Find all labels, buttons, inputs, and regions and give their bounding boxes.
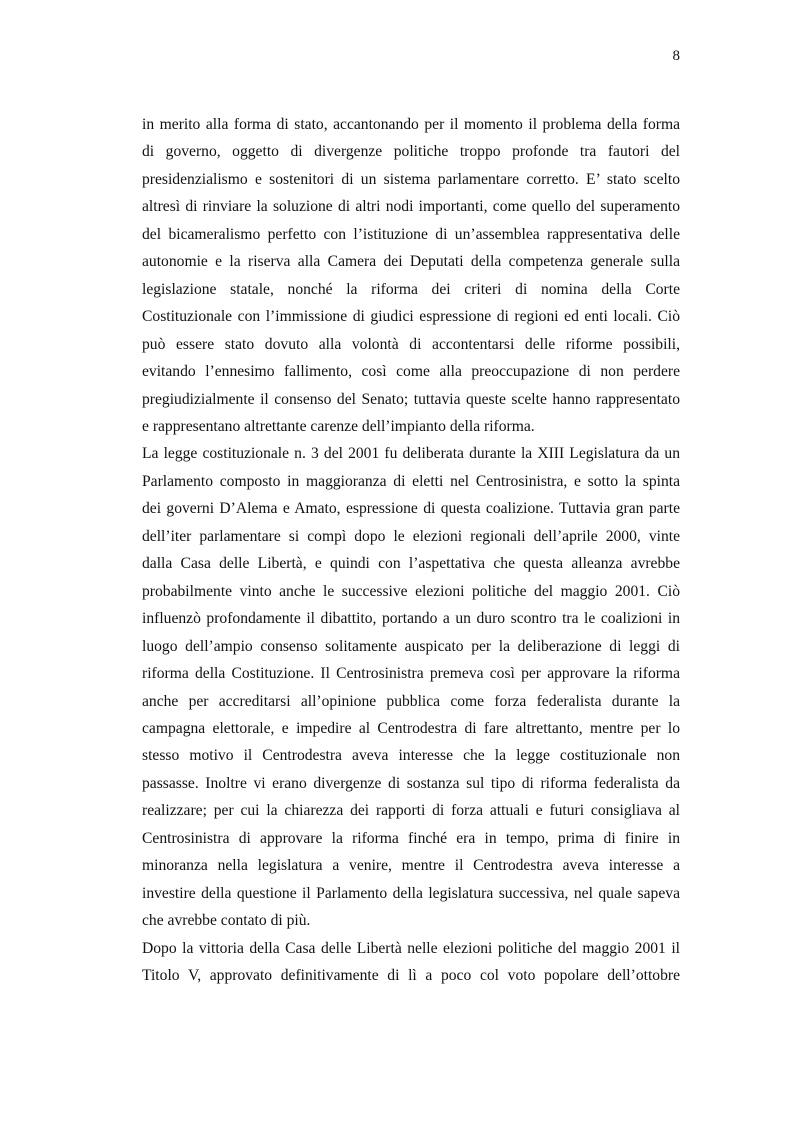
- text-line: Titolo V, approvato definitivamente di lì a poco col voto popolare dell’ottobre: [142, 967, 680, 985]
- text-line: minoranza nella legislatura a venire, mentre il Centrodestra aveva interesse a: [142, 857, 680, 875]
- text-line: La legge costituzionale n. 3 del 2001 fu deliberata durante la XIII Legislatura da un: [142, 445, 680, 463]
- text-line: altresì di rinviare la soluzione di altri nodi importanti, come quello del superamento: [142, 198, 680, 216]
- text-line: luogo dell’ampio consenso solitamente auspicato per la deliberazione di leggi di: [142, 637, 680, 655]
- text-line: anche per accreditarsi all’opinione pubblica come forza federalista durante la: [142, 692, 680, 710]
- text-line: e rappresentano altrettante carenze dell’impianto della riforma.: [142, 417, 535, 435]
- paragraph: [142, 440, 680, 934]
- body-text: [142, 111, 680, 990]
- text-line: può essere stato dovuto alla volontà di accontentarsi delle riforme possibili,: [142, 335, 680, 353]
- text-line: Costituzionale con l’immissione di giudici espressione di regioni ed enti locali. Ciò: [142, 308, 680, 326]
- text-line: stesso motivo il Centrodestra aveva interesse che la legge costituzionale non: [142, 747, 680, 765]
- text-line: Dopo la vittoria della Casa delle Libertà nelle elezioni politiche del maggio 2001 il: [142, 939, 680, 957]
- text-line: passasse. Inoltre vi erano divergenze di sostanza sul tipo di riforma federalista da: [142, 774, 680, 792]
- paragraph: [142, 935, 680, 990]
- text-line: pregiudizialmente il consenso del Senato; tuttavia queste scelte hanno rappresentato: [142, 390, 680, 408]
- text-line: investire della questione il Parlamento della legislatura successiva, nel quale sapeva: [142, 884, 680, 902]
- text-line: realizzare; per cui la chiarezza dei rapporti di forza attuali e futuri consigliava al: [142, 802, 680, 820]
- text-line: riforma della Costituzione. Il Centrosinistra premeva così per approvare la riforma: [142, 665, 680, 683]
- text-line: dalla Casa delle Libertà, e quindi con l’aspettativa che questa alleanza avrebbe: [142, 555, 680, 573]
- paragraph: [142, 111, 680, 440]
- text-line: campagna elettorale, e impedire al Centrodestra di fare altrettanto, mentre per lo: [142, 719, 680, 737]
- text-line: del bicameralismo perfetto con l’istituzione di un’assemblea rappresentativa delle: [142, 225, 680, 243]
- text-line: di governo, oggetto di divergenze politiche troppo profonde tra fautori del: [142, 143, 680, 161]
- text-line: dell’iter parlamentare si compì dopo le elezioni regionali dell’aprile 2000, vinte: [142, 527, 680, 545]
- text-line: presidenzialismo e sostenitori di un sistema parlamentare corretto. E’ stato scelto: [142, 170, 680, 188]
- text-line: influenzò profondamente il dibattito, portando a un duro scontro tra le coalizioni in: [142, 610, 680, 628]
- text-line: in merito alla forma di stato, accantonando per il momento il problema della forma: [142, 116, 680, 133]
- text-line: Centrosinistra di approvare la riforma finché era in tempo, prima di finire in: [142, 829, 680, 847]
- text-line: evitando l’ennesimo fallimento, così come alla preoccupazione di non perdere: [142, 363, 680, 381]
- page-number: 8: [672, 48, 680, 64]
- text-line: legislazione statale, nonché la riforma dei criteri di nomina della Corte: [142, 280, 680, 298]
- text-line: probabilmente vinto anche le successive elezioni politiche del maggio 2001. Ciò: [142, 582, 680, 600]
- text-line: Parlamento composto in maggioranza di eletti nel Centrosinistra, e sotto la spinta: [142, 472, 680, 490]
- text-line: dei governi D’Alema e Amato, espressione di questa coalizione. Tuttavia gran parte: [142, 500, 680, 518]
- text-line: autonomie e la riserva alla Camera dei Deputati della competenza generale sulla: [142, 253, 680, 271]
- text-line: che avrebbe contato di più.: [142, 912, 311, 930]
